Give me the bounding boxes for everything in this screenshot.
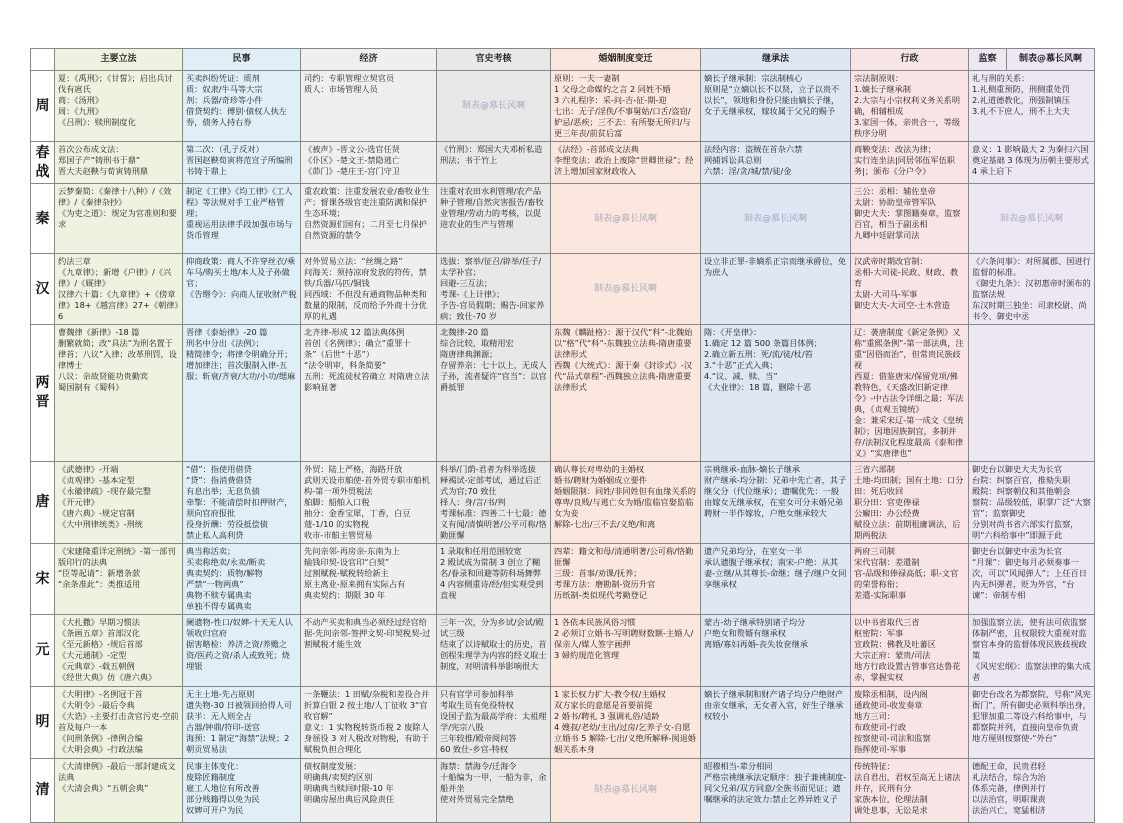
table-cell: 《大明律》-名例冠于首 《大明令》-最后令典 《大诰》-主要打击贪官污吏-空前首及每户一本 《问刑条例》-律例合编 《大明会典》-行政法编 bbox=[55, 686, 183, 758]
col-header-administration: 行政 bbox=[851, 49, 969, 71]
table-cell: 重农政策：注重发展农业/畜牧业生产；督课各级官吏注重防满和保护生态环境； 自然资源们国有；二月至七月保护自然资源的禁令 bbox=[301, 184, 437, 254]
table-cell: 三年一次，分为乡试/会试/殿试三级 结束了以诗赋取士的历史，首创程朱理学为内容的经义取士制度，对明清科举影响很大 bbox=[437, 614, 551, 686]
watermark-cell: 制表@慕长风啊 bbox=[551, 758, 701, 822]
table-cell: 遗产兄弟均分，在室女一半 承认遗腹子继承权；南宋-户绝：从其妻-立继/从其尊长-命继；继子/继户女同享继承权 bbox=[701, 544, 851, 615]
table-cell: 传统特征： 法自君出，君权至高无上诸法并存，民刑有分 家族本位，伦理法制 调处息事，无讼是求 bbox=[851, 758, 969, 822]
table-cell: 云梦秦简：《秦律十八种》/《效律》/《秦律杂抄》 《为吏之道》：规定为官准则和要求 bbox=[55, 184, 183, 254]
table-cell-supervision: 礼与刑的关系： 1.礼侧重预防，刑侧重处罚 2.礼道德教化，刑强制镇压 3.礼不下庶人，刑不上大夫 bbox=[969, 71, 1095, 142]
table-cell: 买卖纠纷凭证：质剂 质：奴隶/牛马等大宗 剂：兵器/奇珍等小件 借贷契约：傅别·债权人执左券，债务人持右券 bbox=[183, 71, 301, 142]
col-header-credit: 制表@慕长风啊 bbox=[1007, 49, 1095, 71]
dynasty-label: 清 bbox=[31, 758, 55, 822]
dynasty-label: 唐 bbox=[31, 462, 55, 544]
table-cell: 四辈：籍文和母/清通明著/公可称/恪勤匪懈 三级：首事/劝课/抚养； 考课方法：磨勘制-资历升官 历纸制-类似现代考勤登记 bbox=[551, 544, 701, 615]
table-cell: 嫡长子继承制：宗法制核心 原则是“立嫡以长不以贤，立子以贵不以长”，领地和身份只能由嫡长子继，女子无继承权，嫁妆属于父兄的赐予 bbox=[701, 71, 851, 142]
table-cell: 司约：专职管理立契官员 质人：市场管理人员 bbox=[301, 71, 437, 142]
table-cell: 《武德律》-开端 《贞观律》-基本定型 《永徽律疏》-现存最完整 《开元律》 《唐六典》-规定官制 《大中刑律统类》-刑统 bbox=[55, 462, 183, 544]
table-cell: 嫡长子继承制和财产诸子均分户绝财产由亲女继承，无女者入官，好生子继承权较小 bbox=[701, 686, 851, 758]
table-cell: 宗法制原则： 1.嫡长子继承制 2.大宗与小宗权利义务关系明确，相辅相成 3.家国一体，亲贵合一，等级秩序分明 bbox=[851, 71, 969, 142]
table-cell: 废除丞相制，设内阁 通政使司-收发奏章 地方三司： 布政使司-行政 按察使司-司法和监察 指挥使司-军事 bbox=[851, 686, 969, 758]
col-header-legislation: 主要立法 bbox=[55, 49, 183, 71]
table-cell-supervision bbox=[969, 325, 1095, 462]
table-cell: 夏：《禹刑》；《甘誓》；启出兵讨伐有扈氏 商：《汤刑》 周：《九刑》 《吕刑》：赎刑制度化 bbox=[55, 71, 183, 142]
corner-cell bbox=[31, 49, 55, 71]
table-cell: 昭穆相当-辈分相同 严格宗祧继承法定顺序：独子兼祧制度-同父兄弟/双方同意/全族书面见证；遗嘱继承的法定效力:禁止乞养异姓义子 bbox=[701, 758, 851, 822]
table-row bbox=[31, 71, 1095, 142]
table-cell: 1 各依本民族风俗习惯 2 必须订立婚书-写明聘财数额-主婚人/保亲人/媒人签字画押 3 婦約規范化管理 bbox=[551, 614, 701, 686]
table-cell: 原则：一夫一妻制 1 父母之命媒妁之言 2 同姓不婚 3 六礼程序：采-问-吉-征-期-迎 七出：无子/淫佚/不事舅姑/口舌/盗窃/妒忌/恶疾；三不去：有所娶无所归/与更三年丧/前贫后富 bbox=[551, 71, 701, 142]
table-cell: 北齐律-形成 12 篇法典体例 首创《名例律》；确立“重罪十条”（后世“十恶”） “法令明审，科条简要” 五刑：死流徒杖笞确立 对隋唐立法影响显著 bbox=[301, 325, 437, 462]
table-cell: 《大扎撒》早期习惯法 《条画五章》首部汉化 《至元新格》-规后首部 《大元通制》-定型 《元典章》-载五朝例 《经世大典》仿《唐六典》 bbox=[55, 614, 183, 686]
table-cell: 《法经》-首部成文法典 李悝变法：政治上废除“世卿世禄”；经济上增加国家财政收入 bbox=[551, 141, 701, 184]
table-cell: 三公：丞相：辅佐皇帝 太尉：协助皇帝管军队 御史大夫：掌图籍奏章，监察百官，相当于副丞相 九卿中廷尉掌司法 bbox=[851, 184, 969, 254]
col-header-inheritance: 继承法 bbox=[701, 49, 851, 71]
table-row bbox=[31, 141, 1095, 184]
watermark-cell: 制表@慕长风啊 bbox=[551, 184, 701, 254]
table-cell: 《被声》-晋文公-选官任贤 《仆区》-楚文王-禁隐逃亡 《茆门》-楚庄王-宫门守卫 bbox=[301, 141, 437, 184]
table-row bbox=[31, 462, 1095, 544]
table-row bbox=[31, 544, 1095, 615]
table-cell: 约法三章 《九章律》；新增《户律》/《兴律》/《厩律》 汉律六十篇：《九章律》+《傍章律》18+《越宫律》27+《朝律》6 bbox=[55, 254, 183, 325]
table-cell: 北魏律-20 篇 综合比较，取精用宏 隋唐律典渊源； 存留养亲：七十以上，无成人子孙，流者疑许“官当”：以官爵抵罪 bbox=[437, 325, 551, 462]
table-cell: 选拔：察举/征召/辟举/任子/太学补官； 回避-三互法； 考课-《上计律》； 予告-官员假期；赐告-回家养病；致仕-70 岁 bbox=[437, 254, 551, 325]
table-cell: 注重对农田水利管理/农产品种子管理/自然灾害报告/畜牧业管理/劳动力的考核，以促进农业的生产与管理 bbox=[437, 184, 551, 254]
dynasty-label: 汉 bbox=[31, 254, 55, 325]
table-cell: 法经内容：盗贼在首杂六禁 网捕诉讼具总则 六禁：淫/贪/城/禁/徒/金 bbox=[701, 141, 851, 184]
table-cell: “借”：指使用借贷 “贷”：指消费借贷 有息出举；无息负债 牵掣：不能清偿时扣押财产，须向官府报批 役身折酬：劳役抵偿债 禁止私人高利贷 bbox=[183, 462, 301, 544]
table-cell: 以中书省取代三省 枢密院：军事 宣政院：佛教及吐蕃区 大宗正府：蒙贵/司法 地方行政设置古管事官达鲁花赤，掌握实权 bbox=[851, 614, 969, 686]
watermark-cell: 制表@慕长风啊 bbox=[969, 184, 1095, 254]
table-cell: 商鞅变法：改法为律； 实行连坐法|同居邻伍军伍职务|；颁布《分户令》 bbox=[851, 141, 969, 184]
table-cell: 《大清律例》-最后一部封建成文法典 《大清会典》“五朝会典” bbox=[55, 758, 183, 822]
table-row bbox=[31, 184, 1095, 254]
table-cell: 宗祧继承-血脉-嫡长子继承 财产继承-均分制：兄弟中先亡者，其子继父分（代位继承）；遗嘱优先：一般由嫁女无继承权，在室女可分未婚兄弟聘财一半作嫁妆，户绝女继承较大 bbox=[701, 462, 851, 544]
dynasty-label: 秦 bbox=[31, 184, 55, 254]
table-row bbox=[31, 614, 1095, 686]
comparison-table bbox=[30, 48, 1095, 823]
table-cell: 制定《工律》《均工律》《工人程》等法规对手工业严格管理； 重视运用法律手段加强市场与货币管理 bbox=[183, 184, 301, 254]
table-cell: 民事主体变化： 废除匠籍制度 雇工人地位有所改善 部分贱籍得以免为民 奴婢可开户为民 bbox=[183, 758, 301, 822]
table-cell: 海禁：禁海令/迁海令 十船编为一甲，一船为非，余船并坐 使对外贸易完全禁绝 bbox=[437, 758, 551, 822]
table-cell: 两府三司制 宋代官制：差遣制 官-品级和俸禄高低；职-文官的荣誉称衔； 差遣-实际职事 bbox=[851, 544, 969, 615]
watermark-cell: 制表@慕长风啊 bbox=[701, 184, 851, 254]
dynasty-label: 春战 bbox=[31, 141, 55, 184]
table-cell-supervision: 御史台以御史大夫为长官 台院：纠察百官，推劾失职 殿院：纠察朝仪和其他朝会 察院：品级较低，职掌广泛“大察官”；监察御史 分别对尚书省六部实行监察，明“六科给事中”即源于此 bbox=[969, 462, 1095, 544]
col-header-supervision: 监察 bbox=[969, 49, 1007, 71]
table-cell: 确认尊长对卑幼的主婚权 婚书/聘财为婚姻成立要件 婚姻限制：同姓/非同姓但有血缘关系的尊卑/良贱/与逃亡女为婚/监临官娶监临女为妾 解除-七出/三不去/义绝/和离 bbox=[551, 462, 701, 544]
table-cell: 抑商政策：商人不许穿丝衣/乘车马/购买土地/本人及子孙做官； 《告缗令》：向商人征收财产税 bbox=[183, 254, 301, 325]
table-cell: 科举/门荫-君者为科举选拔 释褐试-定部考试，通过后正式为官;70 致仕 择人：身/言/书/判 考课标准：四善二十七最：德义有闻/清慎明著/公平可称/恪勤匪懈 bbox=[437, 462, 551, 544]
table-cell: 1 家长权力扩大-教令权/主婚权 双方家长的意愿是首要前提 2 婚书/聘礼 3 强调礼俗/适龄 4 嫂叔/老幼/主出/过房/乞养子女-自愿立婚书 5 解除-七出/义绝所解释-阂退婚姻关系本身 bbox=[551, 686, 701, 758]
table-cell-supervision: 御史台以御史中丞为长官 “月课”：御史每月必须奏事一次，可以“风闻弹人”；上任百日内无纠弹者，贬为外官，“台谏”：帝制专相 bbox=[969, 544, 1095, 615]
table-cell: 《竹刑》：郑国大夫邓析私造刑法；书于竹上 bbox=[437, 141, 551, 184]
col-header-marriage: 婚姻制度变迁 bbox=[551, 49, 701, 71]
table-cell: 不动产买卖和典当必须经过经官给据-先问亲邻-签押文契-印契税契-过割赋税才能生效 bbox=[301, 614, 437, 686]
table-cell: 第二次：（孔子反对） 晋国赵鞅荀寅将范宣子所编刑书铸于鼎上 bbox=[183, 141, 301, 184]
table-cell: 曹魏律《新律》-18 篇 删繁就简；改“具法”为刑名置于律首；八议”入律；改革刑罚，设律博士 八议：亲故贤能功贵勤宾 蜀国制有《蜀科》 bbox=[55, 325, 183, 462]
table-row bbox=[31, 758, 1095, 822]
dynasty-label: 元 bbox=[31, 614, 55, 686]
table-cell: 汉武帝时期改官制： 丞相-大司徒-民政、财政、教育 太尉-大司马-军事 御史大夫-大司空-土木营造 bbox=[851, 254, 969, 325]
table-cell: 东魏《麟趾格》：源于汉代“科”-北魏始以“格”代“科”-东魏独立法典-隋唐重要法律形式 西魏《大统式》：源于秦《封诊式》-汉代“品式章程”-西魏独立法典-隋唐重要法律形式 bbox=[551, 325, 701, 462]
table-cell: 对外贸易立法：“丝绸之路” 问海关：须持凉府发放的符传，禁铁/兵器/马匹/铜钱 同西域：不但没有通商物品种类和数量的限制，反而给予外商十分优厚的礼遇 bbox=[301, 254, 437, 325]
dynasty-label: 宋 bbox=[31, 544, 55, 615]
table-cell-supervision: 加强监察立法，使有法可依监察体制严密，且权限较大重视对监察官本身的监督体现民族歧视政策 《风宪宏纲》：监察法律的集大成者 bbox=[969, 614, 1095, 686]
table-cell-supervision: 御史台改名为都察院，号称“风宪衙门”，所有御史必须科举出身，犯罪加重二等设六科给事中，与都察院并列，直接向皇帝负责 地方厘则按察使-“外台” bbox=[969, 686, 1095, 758]
table-cell: 先问亲邻-再房亲-东南为上 输钱印契-设官印“白契” 过割赋税-赋税转给新主 原主离业-原来拥有实际占有 典卖契约：期限 30 年 bbox=[301, 544, 437, 615]
watermark-cell: 制表@慕长风啊 bbox=[437, 71, 551, 142]
col-header-officials: 官史考核 bbox=[437, 49, 551, 71]
table-cell: 设立非正罪-非嫡系正宗而继承爵位，免为庶人 bbox=[701, 254, 851, 325]
table-row bbox=[31, 254, 1095, 325]
table-cell: 晋律《泰始律》-20 篇 刑名中分出《法例》； 精简律令；将律令明确分开；增加律注；首次服制入律-五服；斩衰/齐衰/大功/小功/缌麻 bbox=[183, 325, 301, 462]
col-header-economy: 经济 bbox=[301, 49, 437, 71]
table-cell: 隋：《开皇律》： 1.确定 12 篇 500 条篇目体例； 2.确立新五刑：死/流/徒/杖/笞 3.“十恶”正式入典； 4.“议、减、赎、当” 《大业律》：18 篇，删除十恶 bbox=[701, 325, 851, 462]
dynasty-label: 周 bbox=[31, 71, 55, 142]
table-cell: 一条鞭法：1 田赋/杂税和差役合并折算白银 2 按土地/人丁征收 3“官收官解” 意义：1 实物税转货币税 2 废除人身徭役 3 对人税改对物税，有助于赋税负担合理化 bbox=[301, 686, 437, 758]
table-row bbox=[31, 325, 1095, 462]
table-cell: 辽：袭唐制度《新定条例》又称“重熙条例”-第一部法典，注重“因俗而治”，但常贵民族歧视 西夏：借鉴唐宋/保留党项/佛教特色，《天盛改旧新定律令》-中古法令详细之最；军法典，《贞观玉镜统》 金：兼采宋辽-第一成文《皇统制》；因地因族制宜，多制并存/法制汉化程度最高《泰和律义》“实唐律也” bbox=[851, 325, 969, 462]
table-cell: 阑遗物-性口/奴婢-十天无人认领收归官府 据害略检：养济之资/养赡之资/医药之资/杀人或致死；烧埋银 bbox=[183, 614, 301, 686]
table-row bbox=[31, 686, 1095, 758]
table-cell: 外贸：陆上严格，海路开放 武则天设市舶使-首外贸专职市舶机构-第一项外贸税法 舶脚：船舶入口税 抽分：金香宝犀，丁香，白豆蔻-1/10 的实物税 收市-市舶主管贸易 bbox=[301, 462, 437, 544]
table-cell: 无主土地-先占原则 遗失物-30 日被领回拾得人可获半：无人则全占 古器/钟鼎/符印-送官 海预：1 制定“海禁”法规；2 朝贡贸易法 bbox=[183, 686, 301, 758]
table-cell: 首次公布成文法： 郑国子产“铸刑书于鼎” 晋大夫赵鞅与荀寅铸刑鼎 bbox=[55, 141, 183, 184]
dynasty-label: 明 bbox=[31, 686, 55, 758]
watermark-cell: 制表@慕长风啊 bbox=[551, 254, 701, 325]
table-cell: 典当称活卖； 买卖称绝卖/永卖/断卖 典卖契约：质物/解物 严禁“一物两典” 典物不赎专属典卖 单独不得专属典卖 bbox=[183, 544, 301, 615]
table-cell: 只有官学可参加科举 考取生员有免役特权 设国子监为最高学府：太祖理学/宪宗八股 三年较推/殿帝阅问答 60 致仕-乡官-特权 bbox=[437, 686, 551, 758]
dynasty-label: 两晋 bbox=[31, 325, 55, 462]
table-cell-supervision: 德配王命，民贵君轻 礼法结合，综合为治 体系完备，律例并行 以法治官，明职课责 法治兴亡，宽猛相济 bbox=[969, 758, 1095, 822]
table-cell-supervision: 《六条问事》：对所属郡、国进行监督的标准。 《御史九条》：汉初惠帝时颁布的监察法规 东汉时期三独坐：司隶校尉、尚书令、御史中丞 bbox=[969, 254, 1095, 325]
col-header-civil: 民事 bbox=[183, 49, 301, 71]
header-row bbox=[31, 49, 1095, 71]
table-cell: 1 录取和任用范围较宽 2 殿试成为常制 3 创立了糊名/眷录和回避等防科场舞弊 4 内容侧重诗/经/但实观受到直视 bbox=[437, 544, 551, 615]
table-cell: 债权制度发展： 明确典/卖契约区别 明确典当赎回时限-10 年 明确房屋出典后风险责任 bbox=[301, 758, 437, 822]
table-cell: 三省六部制 土地-均田制；国有土地：口分田：死后收回 职分田：官吏俸禄 公廨田：办公经费 赋役立法：前期租庸调法，后期两税法 bbox=[851, 462, 969, 544]
table-cell-supervision: 意义：1 影响最大 2 为秦扫六国奠定基础 3 体现为历朝主要形式 4 承上启下 bbox=[969, 141, 1095, 184]
table-cell: 蒙古-幼子继承特别诸子均分 户绝女和赘婿有继承权 离婚/寡妇再婚-丧失妆奁继承 bbox=[701, 614, 851, 686]
table-cell: 《宋建隆重详定刑统》-第一部刊版印行的法典 “臣等起请”：新增条款 “余条准此”：类推适用 bbox=[55, 544, 183, 615]
